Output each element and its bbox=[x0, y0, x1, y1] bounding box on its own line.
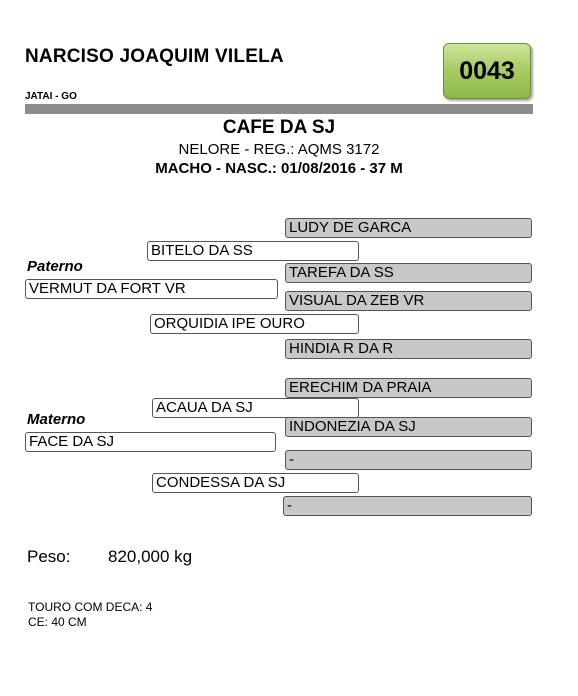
pedigree-dam: FACE DA SJ bbox=[25, 432, 276, 452]
paternal-label: Paterno bbox=[27, 258, 83, 275]
pedigree-dam-dam-sire: - bbox=[285, 450, 532, 470]
sex-birth-info: MACHO - NASC.: 01/08/2016 - 37 M bbox=[155, 160, 403, 177]
pedigree-dam-sire-sire: ERECHIM DA PRAIA bbox=[285, 378, 532, 398]
pedigree-sire-dam: ORQUIDIA IPE OURO bbox=[150, 314, 359, 334]
animal-name: CAFE DA SJ bbox=[222, 117, 336, 138]
weight-value: 820,000 kg bbox=[108, 547, 193, 566]
pedigree-sire-sire: BITELO DA SS bbox=[147, 241, 359, 261]
owner-name: NARCISO JOAQUIM VILELA bbox=[25, 46, 284, 67]
pedigree-sire-dam-dam: HINDIA R DA R bbox=[285, 339, 532, 359]
breed-registry: NELORE - REG.: AQMS 3172 bbox=[178, 141, 380, 158]
maternal-label: Materno bbox=[27, 411, 86, 428]
pedigree-sire-sire-sire: LUDY DE GARCA bbox=[285, 218, 532, 238]
weight-label: Peso: bbox=[27, 547, 71, 566]
pedigree-dam-dam: CONDESSA DA SJ bbox=[152, 473, 359, 493]
note-deca: TOURO COM DECA: 4 bbox=[28, 600, 153, 614]
pedigree-dam-sire: ACAUA DA SJ bbox=[152, 398, 359, 418]
pedigree-dam-sire-dam: INDONEZIA DA SJ bbox=[285, 417, 532, 437]
pedigree-sire-dam-sire: VISUAL DA ZEB VR bbox=[285, 291, 532, 311]
note-ce: CE: 40 CM bbox=[28, 615, 87, 629]
header-divider bbox=[25, 104, 533, 114]
pedigree-sire-sire-dam: TAREFA DA SS bbox=[285, 263, 532, 283]
lot-number-badge: 0043 bbox=[443, 43, 531, 99]
pedigree-sire: VERMUT DA FORT VR bbox=[25, 279, 278, 299]
owner-city: JATAI - GO bbox=[25, 91, 77, 102]
pedigree-dam-dam-dam: - bbox=[283, 496, 532, 516]
